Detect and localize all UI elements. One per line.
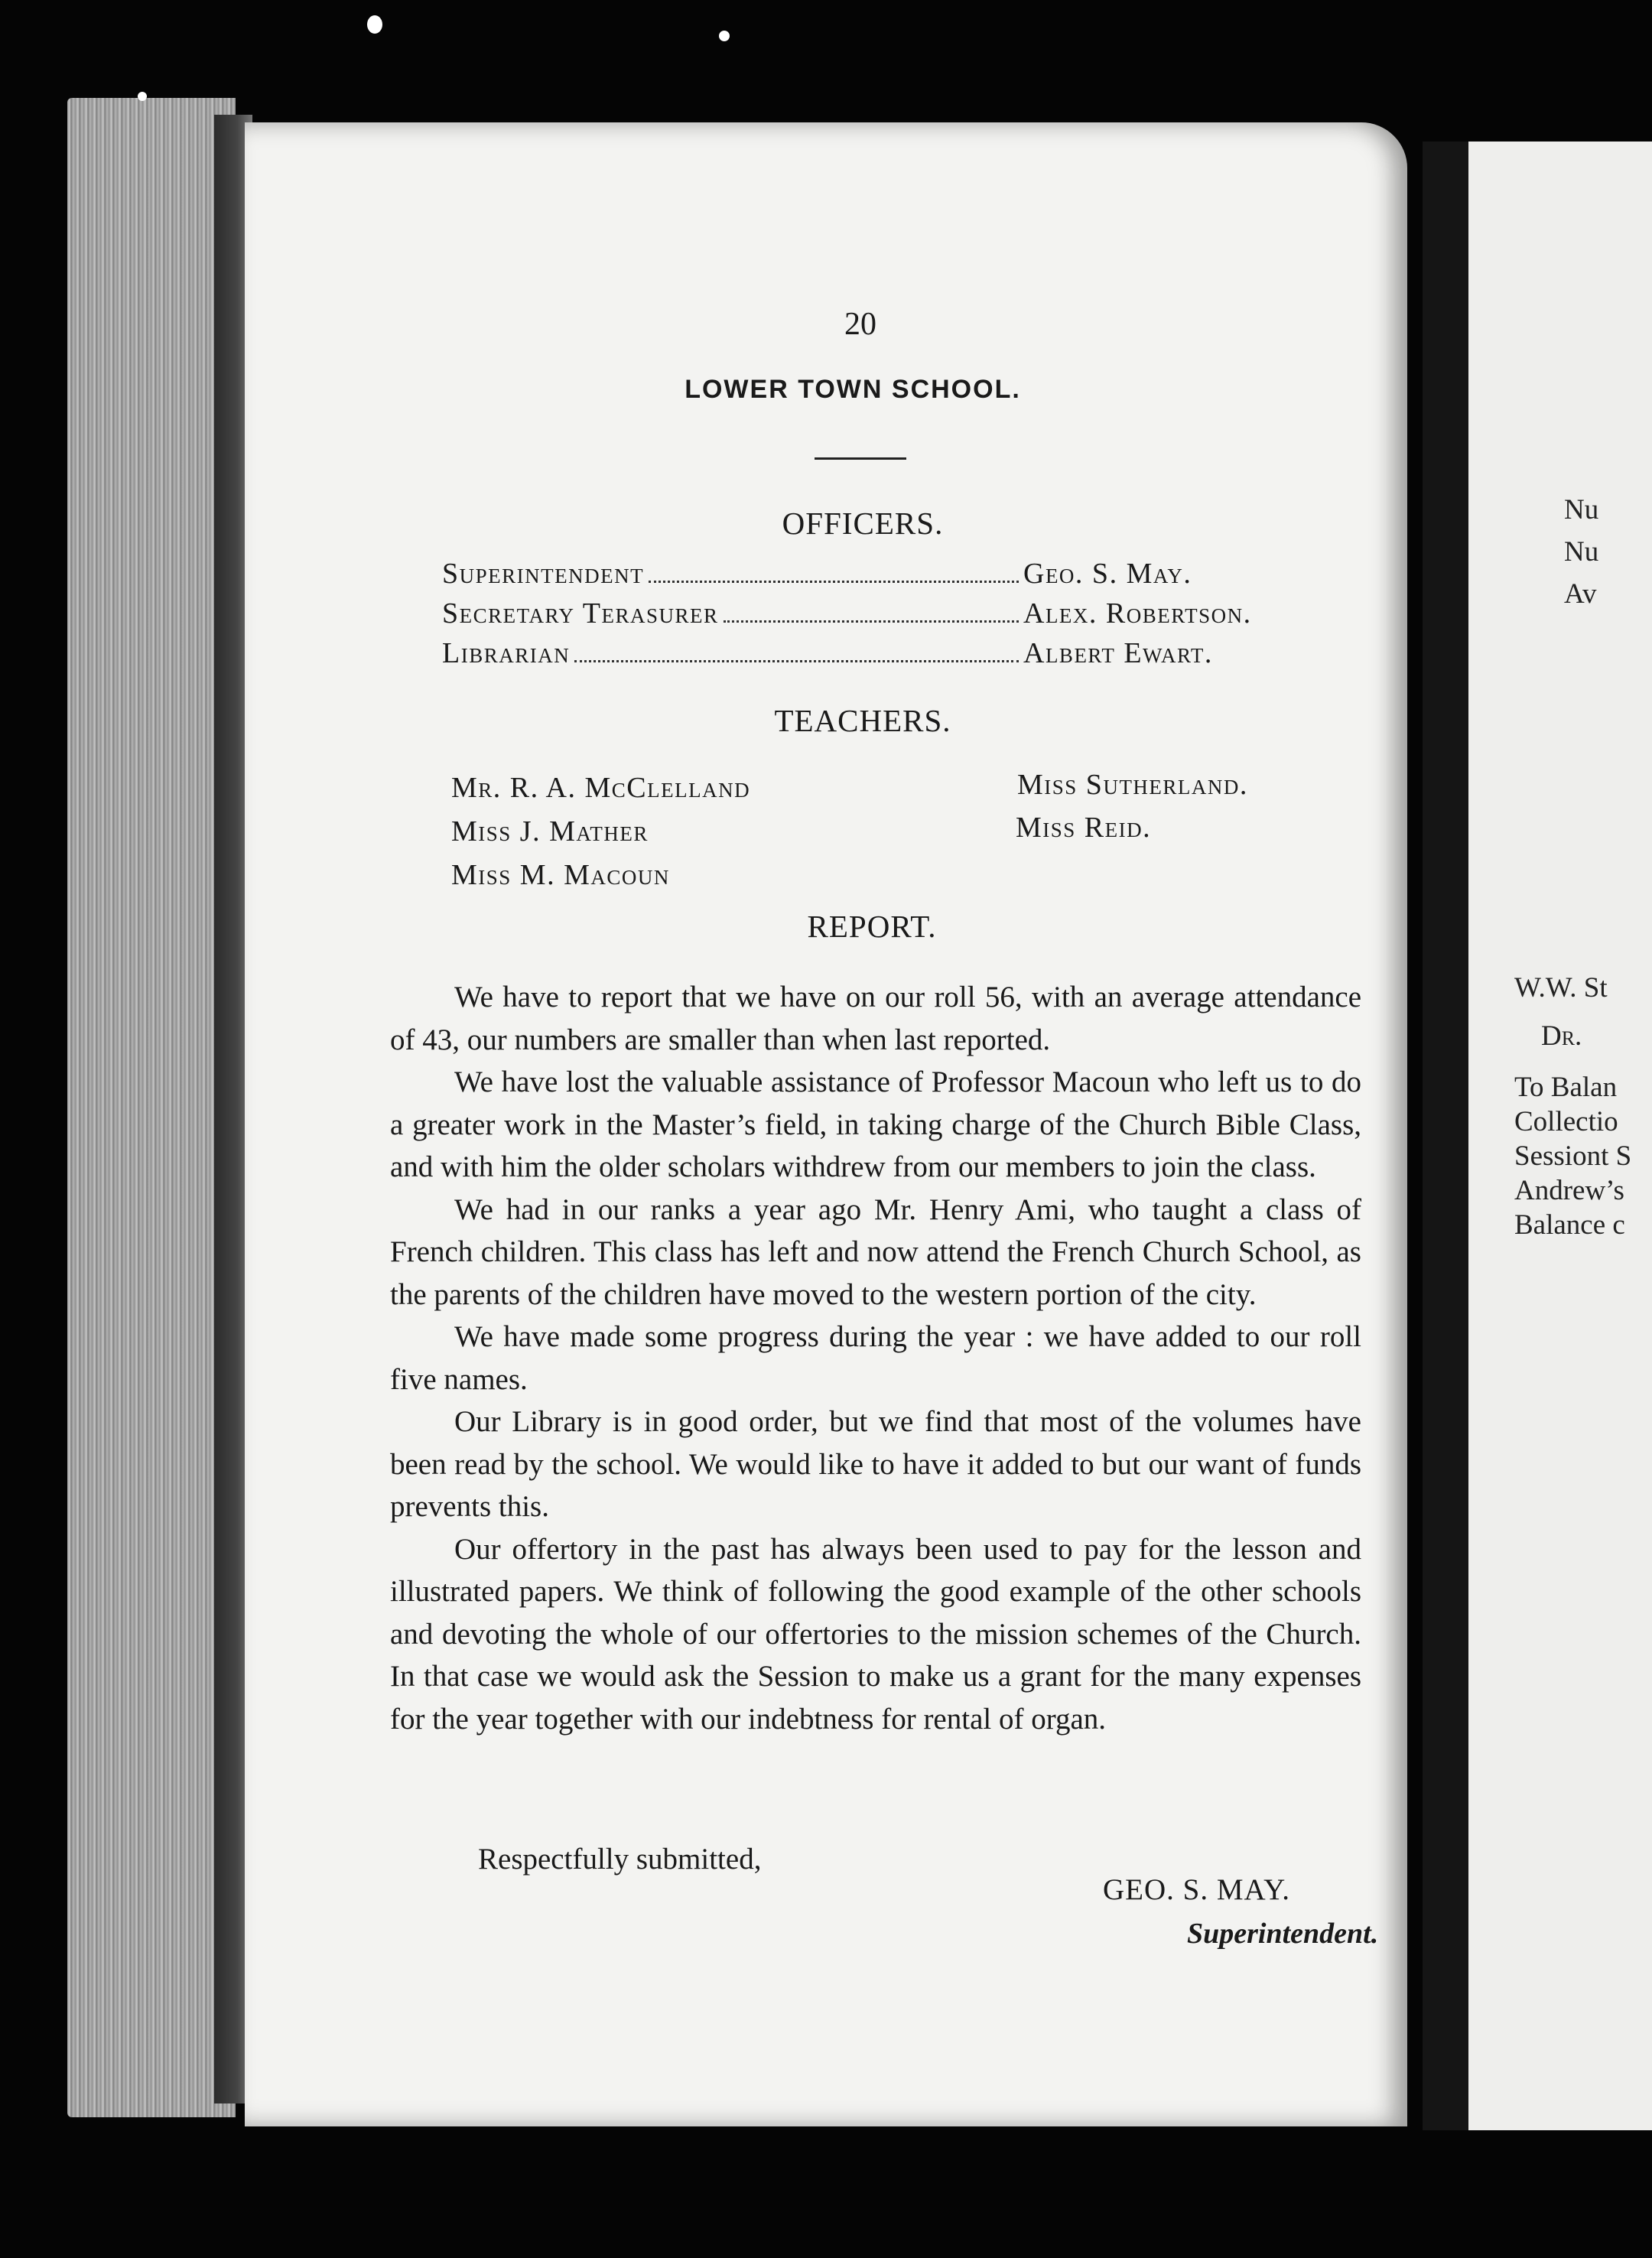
facing-line: Nu — [1564, 536, 1599, 568]
report-paragraph: Our Library is in good order, but we find that most of the volumes have been read by the school. We would like to have it added to but our want of funds prevents this. — [390, 1405, 1361, 1523]
teacher-name: Mr. R. A. McClelland — [451, 772, 751, 804]
report-paragraph: We have to report that we have on our roll 56, with an average attendance of 43, our numbers are smaller than when last reported. — [390, 981, 1361, 1056]
report-paragraph: We had in our ranks a year ago Mr. Henry Ami, who taught a class of French children. This class has left and now attend the French Church School, as the parents of the children have moved to the western portion of the city. — [390, 1192, 1361, 1311]
teachers-heading: TEACHERS. — [774, 703, 951, 738]
book-page-edges — [67, 98, 236, 2117]
closing-line: Respectfully submitted, — [478, 1843, 762, 1876]
report-body — [390, 976, 1361, 1740]
title-rule — [815, 457, 906, 460]
page-title: LOWER TOWN SCHOOL. — [685, 375, 1021, 404]
teacher-name: Miss J. Mather — [451, 815, 649, 848]
report-heading: REPORT. — [807, 909, 937, 944]
report-paragraph: Our offertory in the past has always been used to pay for the lesson and illustrated papers. We think of following the good example of the other schools and devoting the whole of our offertories to the mission schemes of the Church. In that case we would ask the Session to make us a grant for the many expenses for the year together with our indebtness for rental of organ. — [390, 1532, 1361, 1736]
facing-line: Balance c — [1514, 1209, 1625, 1241]
officers-heading: OFFICERS. — [782, 506, 944, 541]
facing-line: Av — [1564, 578, 1597, 610]
teacher-name: Miss Reid. — [1016, 812, 1152, 844]
officer-title: Secretary Terasurer — [442, 597, 719, 630]
facing-page — [1423, 142, 1652, 2130]
officer-row — [442, 597, 1291, 630]
officer-name: Alex. Robertson. — [1023, 597, 1252, 630]
scan-speck — [138, 92, 147, 101]
facing-line: To Balan — [1514, 1072, 1618, 1103]
facing-line: Dr. — [1541, 1020, 1582, 1052]
facing-line: Collectio — [1514, 1106, 1618, 1137]
officer-title: Librarian — [442, 637, 571, 669]
officer-row — [442, 557, 1291, 591]
leader-dots — [724, 620, 1019, 623]
teacher-name: Miss Sutherland. — [1017, 769, 1248, 801]
facing-line: Andrew’s — [1514, 1175, 1624, 1206]
page-number: 20 — [844, 307, 876, 342]
facing-page-text — [1514, 142, 1652, 2130]
signature-name: GEO. S. MAY. — [1103, 1873, 1290, 1906]
scan-speck — [719, 31, 730, 41]
report-paragraph: We have made some progress during the year : we have added to our roll five names. — [390, 1320, 1361, 1396]
facing-line: Nu — [1564, 494, 1599, 525]
officer-name: Albert Ewart. — [1023, 637, 1213, 669]
officer-row — [442, 636, 1291, 670]
facing-line: Sessiont S — [1514, 1140, 1632, 1172]
officer-title: Superintendent — [442, 558, 645, 590]
leader-dots — [574, 660, 1019, 662]
signature-title: Superintendent. — [1187, 1918, 1379, 1950]
scan-speck — [367, 15, 382, 34]
teacher-name: Miss M. Macoun — [451, 859, 670, 891]
officer-name: Geo. S. May. — [1023, 558, 1192, 590]
leader-dots — [649, 581, 1019, 583]
report-paragraph: We have lost the valuable assistance of Professor Macoun who left us to do a greater work in the Master’s field, in taking charge of the Church Bible Class, and with him the older scholars withdrew from our members to join the class. — [390, 1066, 1361, 1183]
facing-line: W.W. St — [1514, 972, 1608, 1004]
